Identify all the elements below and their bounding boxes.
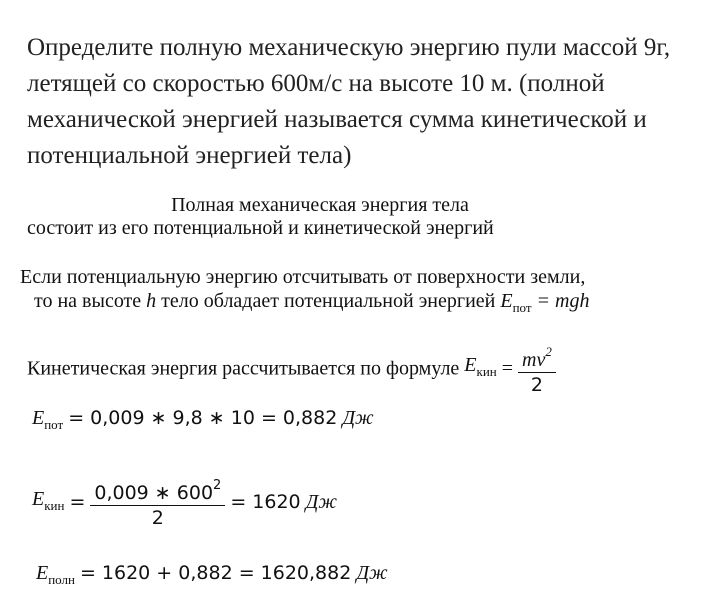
potential-note-prefix: то на высоте <box>34 290 142 312</box>
energy-subscript: пот <box>44 417 64 432</box>
unit-label: Дж <box>356 562 388 584</box>
energy-symbol: E <box>464 354 477 376</box>
potential-expression: = 0,009 ∗ 9,8 ∗ 10 = 0,882 <box>68 407 338 429</box>
kinetic-note-text: Кинетическая энергия рассчитывается по формуле <box>27 357 460 380</box>
potential-note-mid: тело обладает потенциальной энергией <box>161 290 496 312</box>
kinetic-fraction <box>90 474 225 530</box>
equals-sign: = <box>501 357 514 380</box>
kinetic-fraction <box>518 340 556 397</box>
energy-subscript: кин <box>476 364 497 379</box>
energy-symbol: E <box>36 562 49 584</box>
energy-subscript: кин <box>44 497 65 513</box>
intro-line-1: Полная механическая энергия тела <box>171 194 469 216</box>
fraction-denominator: 2 <box>530 374 543 396</box>
kinetic-calculation <box>32 474 337 530</box>
total-calculation <box>36 561 388 592</box>
potential-note-line-2 <box>34 289 590 320</box>
kinetic-result: = 1620 <box>230 491 301 513</box>
unit-label: Дж <box>342 407 374 429</box>
question-text: Определите полную механическую энергию пули массой 9г, летящей со скоростью 600м/с на высоте 10 м. (полной механической энергией называется сумма кинетической и потенциальной энергией тела) <box>27 34 671 169</box>
energy-symbol: E <box>32 487 45 510</box>
total-expression: = 1620 + 0,882 = 1620,882 <box>79 562 352 584</box>
unit-label: Дж <box>305 491 337 513</box>
potential-formula: = mgh <box>536 290 590 312</box>
energy-symbol: E <box>32 407 45 429</box>
equals-sign: = <box>69 491 86 513</box>
potential-calculation <box>32 406 374 437</box>
intro-line-2: состоит из его потенциальной и кинетической энергий <box>27 217 494 239</box>
fraction-numerator: 0,009 ∗ $600^2$ <box>90 474 225 506</box>
potential-note-line-1: Если потенциальную энергию отсчитывать от поверхности земли, <box>20 266 586 288</box>
kinetic-note <box>27 340 556 397</box>
energy-subscript: пот <box>512 300 532 315</box>
energy-symbol: E <box>500 290 513 312</box>
energy-subscript: полн <box>48 572 75 587</box>
height-symbol: h <box>146 290 157 312</box>
fraction-numerator: $mv^2$ <box>518 340 556 373</box>
fraction-denominator: 2 <box>151 507 164 529</box>
